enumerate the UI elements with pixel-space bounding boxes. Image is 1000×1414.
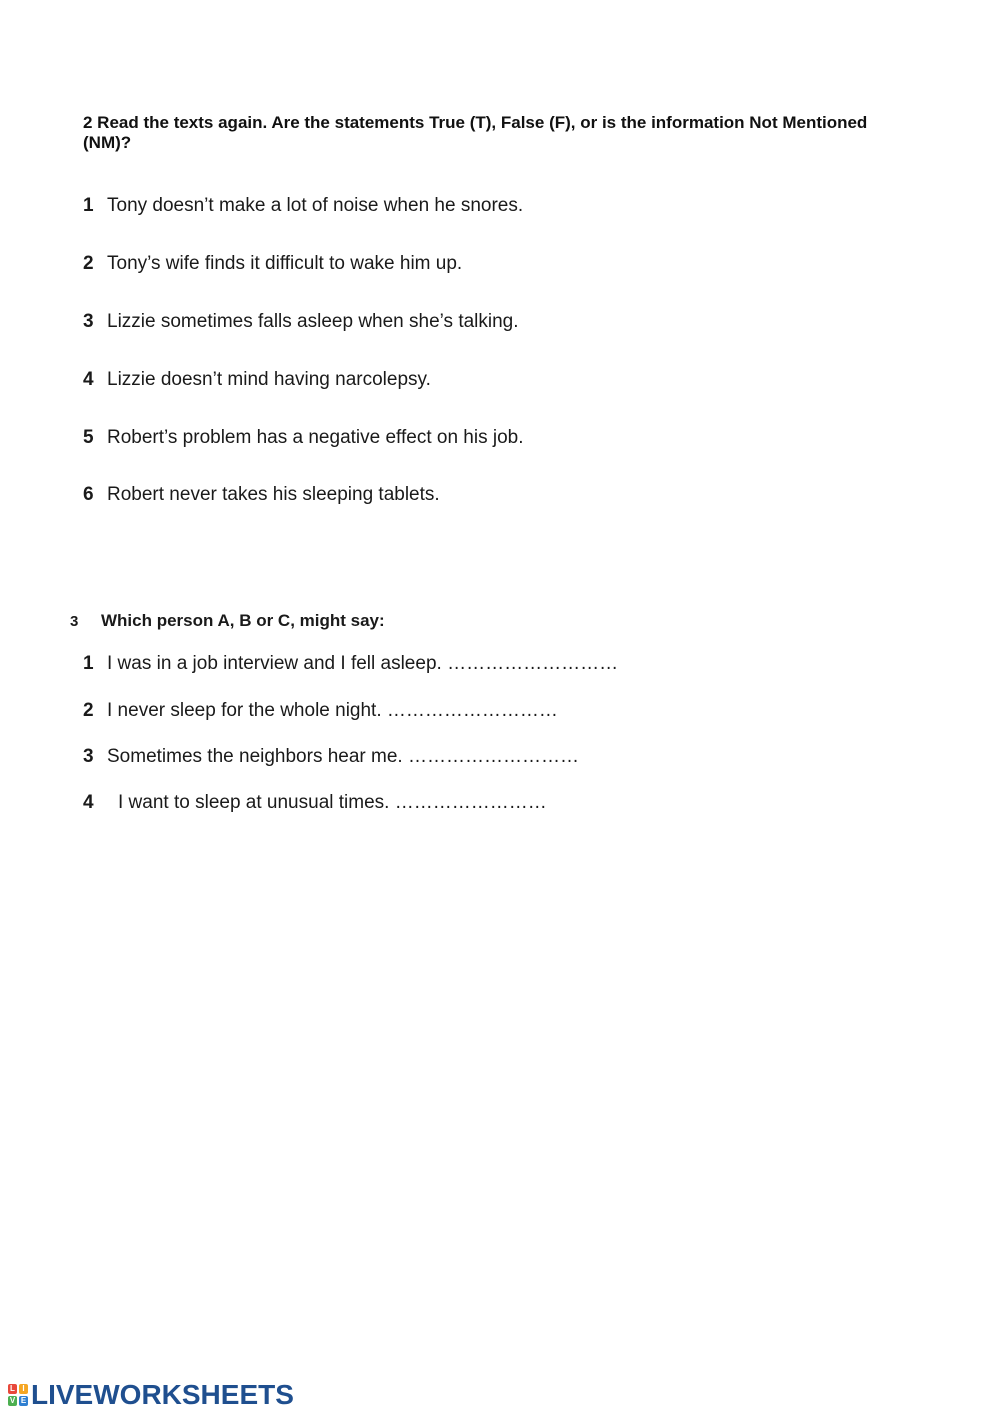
item-number: 5	[83, 427, 94, 448]
statement-item	[83, 426, 524, 450]
item-text: Sometimes the neighbors hear me. ………………………	[107, 746, 579, 767]
logo-block: V	[9, 1396, 16, 1405]
item-number: 3	[83, 311, 94, 332]
item-text: I want to sleep at unusual times. ……………………	[118, 792, 547, 813]
item-text: Lizzie sometimes falls asleep when she’s talking.	[107, 311, 519, 332]
item-text: Tony’s wife finds it difficult to wake him up.	[107, 253, 463, 274]
item-number: 4	[83, 369, 94, 390]
item-number: 6	[83, 484, 94, 505]
quote-item	[83, 791, 547, 815]
item-number: 2	[83, 253, 94, 274]
statement-item	[83, 252, 462, 276]
quote-item	[83, 699, 558, 723]
logo-block: I	[19, 1384, 28, 1394]
logo-block: L	[8, 1384, 17, 1394]
quote-item	[83, 652, 618, 676]
item-number: 1	[83, 653, 94, 674]
item-number: 4	[83, 792, 94, 813]
statement-item	[83, 368, 431, 392]
liveworksheets-logo[interactable]	[8, 1381, 294, 1409]
logo-block: E	[20, 1396, 27, 1405]
statement-item	[83, 194, 523, 218]
logo-blocks-icon	[8, 1384, 28, 1406]
item-text: I never sleep for the whole night. ………………………	[107, 700, 558, 721]
logo-text: LIVEWORKSHEETS	[31, 1379, 294, 1410]
item-text: Robert never takes his sleeping tablets.	[107, 484, 440, 505]
item-text: Robert’s problem has a negative effect on his job.	[107, 427, 524, 448]
exercise-3-number: 3	[70, 613, 79, 630]
exercise-3-title: Which person A, B or C, might say:	[101, 611, 385, 630]
statement-item	[83, 310, 519, 334]
item-number: 2	[83, 700, 94, 721]
exercise-2-heading: 2 Read the texts again. Are the statements True (T), False (F), or is the information Not Mentioned (NM)?	[83, 113, 868, 152]
item-number: 3	[83, 746, 94, 767]
quote-item	[83, 745, 579, 769]
statement-item	[83, 483, 440, 507]
item-text: I was in a job interview and I fell asleep. ………………………	[107, 653, 619, 674]
item-text: Lizzie doesn’t mind having narcolepsy.	[107, 369, 431, 390]
exercise-3-heading	[70, 610, 385, 633]
item-text: Tony doesn’t make a lot of noise when he snores.	[107, 195, 524, 216]
item-number: 1	[83, 195, 94, 216]
